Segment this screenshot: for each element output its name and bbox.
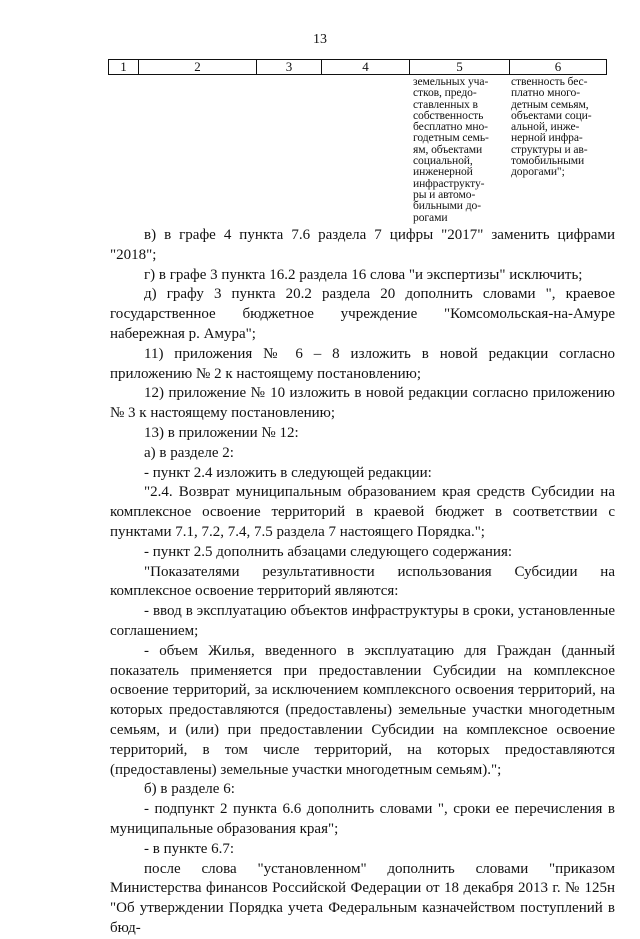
table-header-cell: 4 [322, 60, 410, 75]
table-cell-col6: ственность бес- платно много- детным семьям, объектами соци- альной, инже- нерной инфра- структуры и ав- томобильными дорогами"; [511, 75, 592, 179]
paragraph: - пункт 2.4 изложить в следующей редакции: [144, 464, 432, 481]
paragraph: - в пункте 6.7: [144, 840, 235, 857]
paragraph: б) в разделе 6: [144, 781, 235, 798]
paragraph: г) в графе 3 пункта 16.2 раздела 16 слова "и экспертизы" исключить; [144, 266, 583, 283]
paragraph: 12) приложение № 10 изложить в новой редакции согласно приложению № 3 к настоящему постановлению; [110, 385, 615, 422]
paragraph: после слова "установленном" дополнить словами "приказом Министерства финансов Российской Федерации от 18 декабря 2013 г. № 125н "Об утверждении Порядка учета Федеральным казначейством поступлений в бюд- [110, 860, 615, 936]
table-header-row [109, 60, 607, 75]
paragraph: "Показателями результативности использования Субсидии на комплексное освоение территорий являются: [110, 563, 615, 600]
paragraph: - подпункт 2 пункта 6.6 дополнить словами ", сроки ее перечисления в муниципальные образования края"; [110, 801, 615, 837]
paragraph: д) графу 3 пункта 20.2 раздела 20 дополнить словами ", краевое государственное бюджетное учреждение "Комсомольская-на-Амуре набережная р. Амура"; [110, 286, 615, 342]
table-header-cell: 1 [109, 60, 139, 75]
continuation-table [108, 59, 607, 75]
paragraph: в) в графе 4 пункта 7.6 раздела 7 цифры "2017" заменить цифрами "2018"; [110, 227, 615, 263]
document-body [110, 226, 615, 939]
paragraph: 11) приложения № 6 – 8 изложить в новой редакции согласно приложению № 2 к настоящему постановлению; [110, 345, 615, 382]
paragraph: - объем Жилья, введенного в эксплуатацию для Граждан (данный показатель применяется при предоставлении Субсидии на комплексное освоение территорий, за исключением комплексного освоения территорий, на которых предоставляются (предоставлены) земельные участки многодетным семьям, и (или) при предоставлении Субсидии на комплексное освоение территорий, в том числе территорий, на которых предоставляются (предоставлены) земельные участки многодетным семьям)."; [110, 642, 615, 778]
paragraph: - ввод в эксплуатацию объектов инфраструктуры в сроки, установленные соглашением; [110, 603, 615, 639]
table-header-cell: 3 [257, 60, 322, 75]
table-header-cell: 2 [139, 60, 257, 75]
paragraph: "2.4. Возврат муниципальным образованием края средств Субсидии на комплексное освоение территорий в краевой бюджет в соответствии с пунктами 7.1, 7.2, 7.4, 7.5 раздела 7 настоящего Порядка."; [110, 484, 615, 540]
page-number: 13 [313, 32, 327, 47]
table-cell-col5: земельных уча- стков, предо- ставленных в собственность бесплатно мно- годетным семь- ям, объектами социальной, инженерной инфраструкту- ры и автомо- бильными до- рогами [413, 75, 489, 224]
paragraph: - пункт 2.5 дополнить абзацами следующего содержания: [144, 543, 513, 560]
table-header-cell: 6 [510, 60, 607, 75]
paragraph: а) в разделе 2: [144, 444, 234, 461]
table-header-cell: 5 [410, 60, 510, 75]
paragraph: 13) в приложении № 12: [144, 424, 299, 441]
